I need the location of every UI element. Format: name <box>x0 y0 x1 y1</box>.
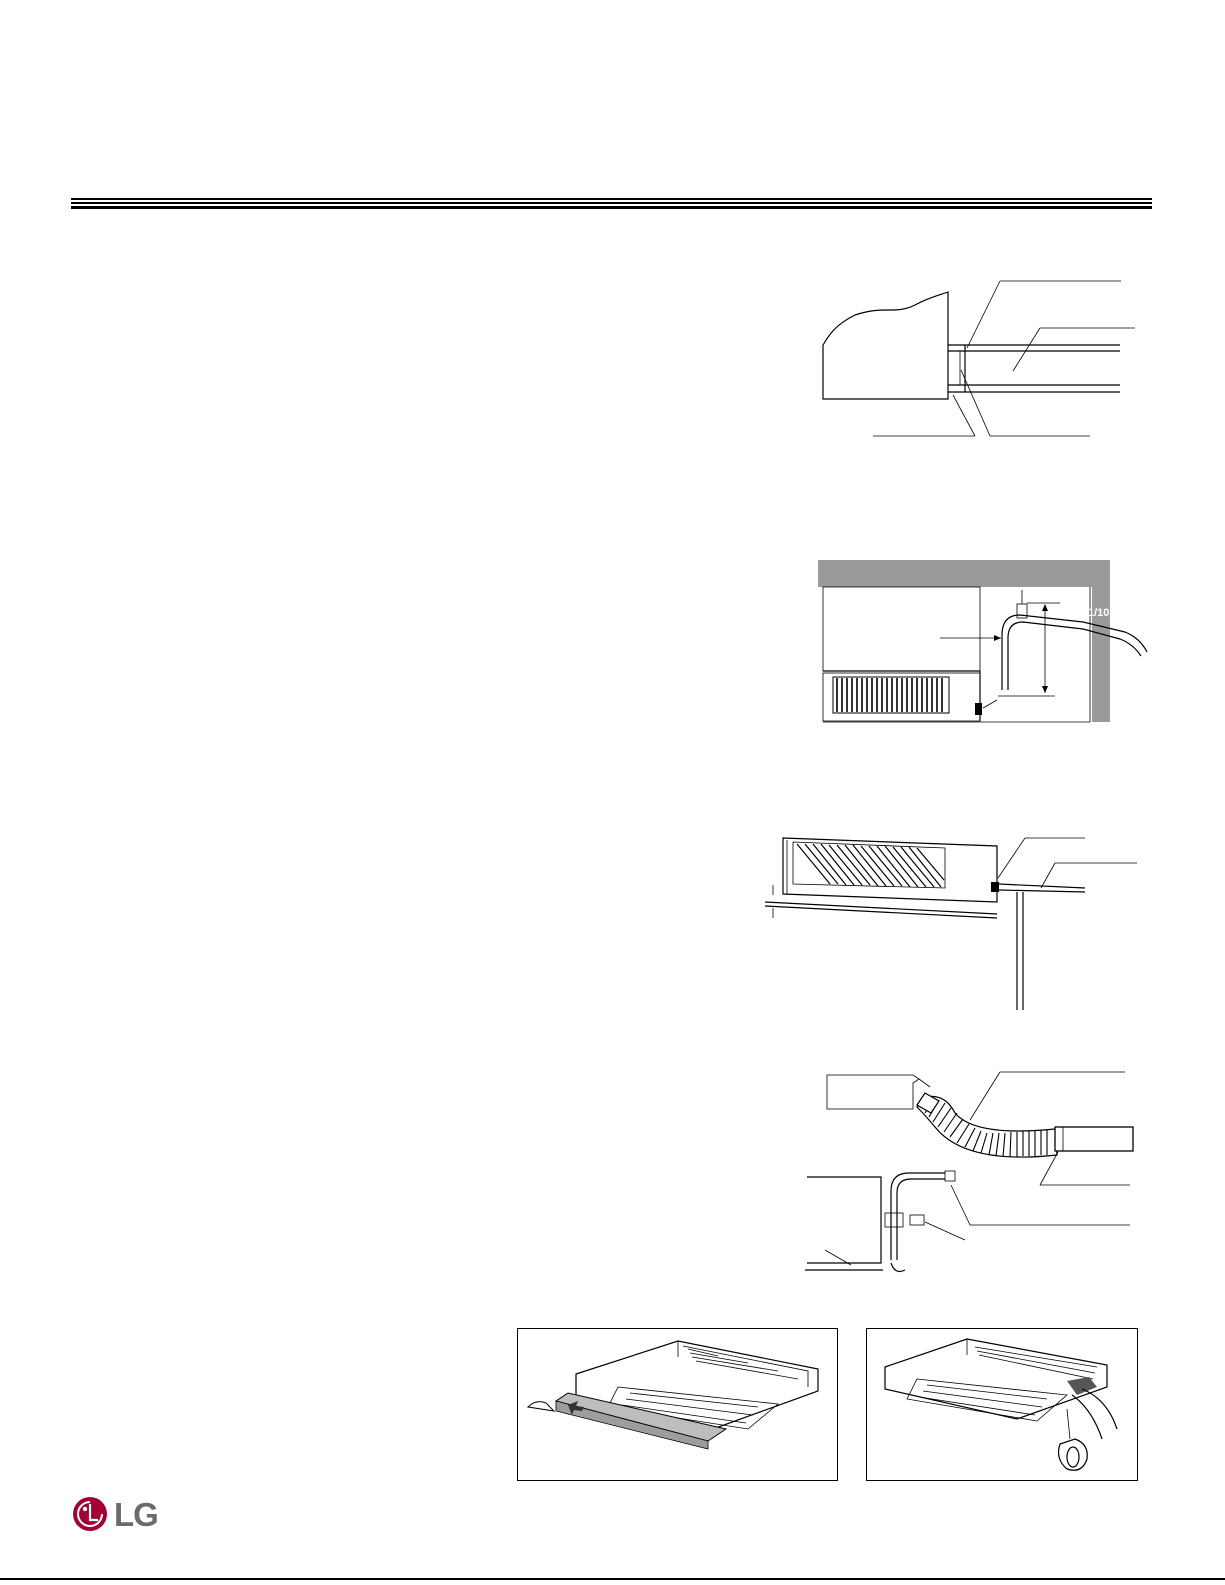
callout-box <box>827 1075 919 1109</box>
drain-hose-diagram <box>805 1065 1140 1280</box>
panel-removal-illustration <box>518 1329 839 1482</box>
duct-connection-diagram <box>815 275 1145 455</box>
slope-label: 1/10 <box>1088 607 1110 619</box>
footer-rule <box>0 1578 1225 1580</box>
header-rule-top <box>71 198 1152 200</box>
unit-body-outline <box>823 292 948 399</box>
header-rule-middle <box>71 202 1152 204</box>
drain-pipe-diagram <box>815 560 1155 730</box>
lg-logo <box>72 1496 162 1536</box>
illustration-frame-panel-removal <box>517 1328 838 1481</box>
filter-cleaning-illustration <box>867 1329 1139 1482</box>
drain-slope-diagram <box>755 830 1150 1015</box>
header-rule-bottom <box>71 206 1152 209</box>
lg-logo-text: LG <box>114 1496 158 1533</box>
illustration-frame-filter-cleaning <box>866 1328 1138 1481</box>
lg-logo-mark-icon <box>72 1496 108 1532</box>
